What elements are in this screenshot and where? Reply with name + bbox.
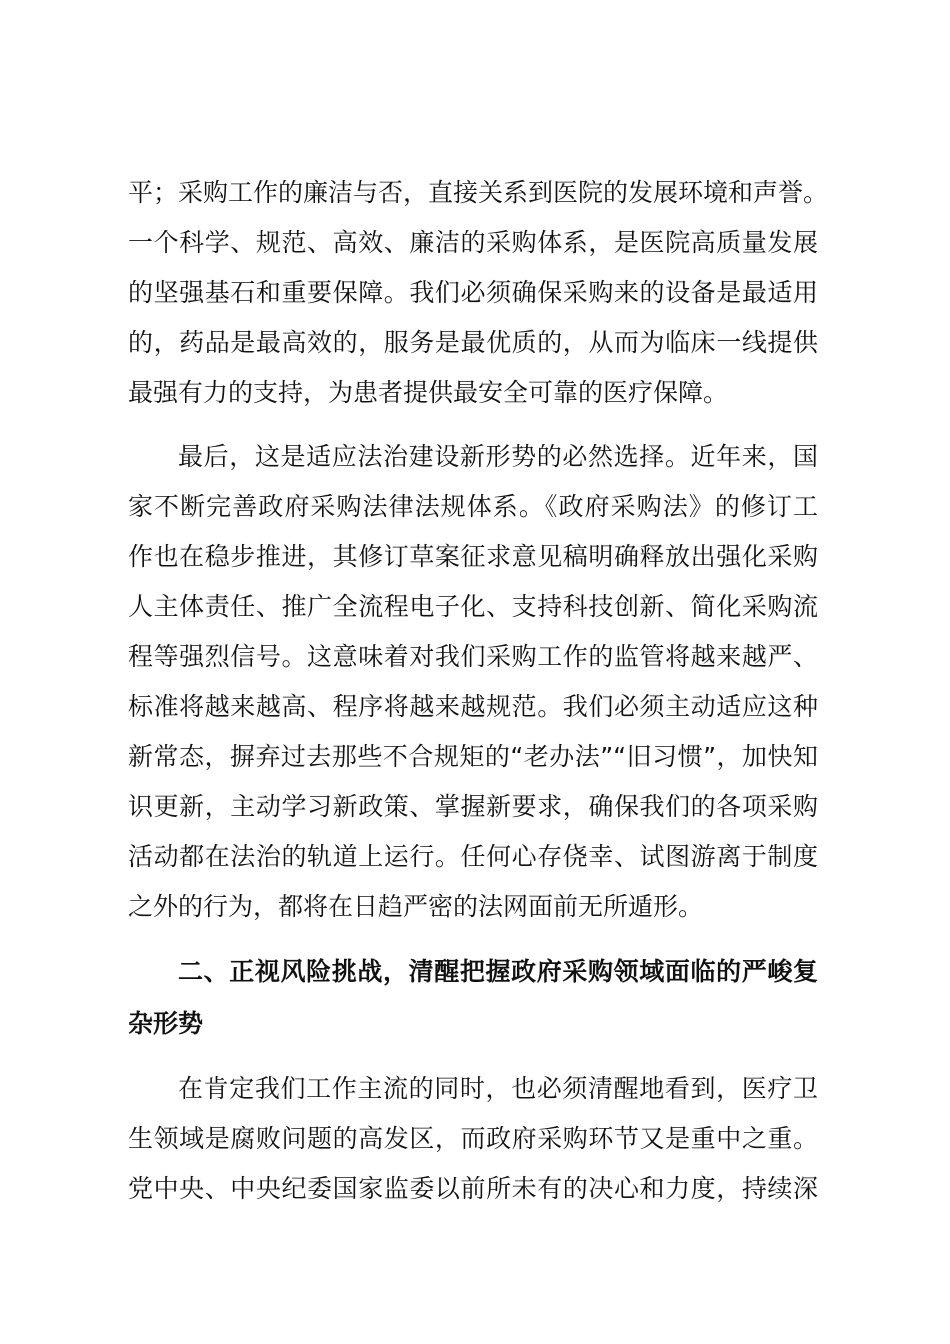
section-heading-2 bbox=[128, 946, 818, 1050]
text-line: 最强有力的支持，为患者提供最安全可靠的医疗保障。 bbox=[128, 378, 729, 407]
document-body bbox=[128, 168, 829, 1214]
text-line: 的，药品是最高效的，服务是最优质的，从而为临床一线提供 bbox=[128, 328, 818, 357]
text-line: 家不断完善政府采购法律法规体系。《政府采购法》的修订工 bbox=[128, 492, 818, 521]
paragraph-risk-challenges bbox=[128, 1064, 818, 1214]
text-line: 人主体责任、推广全流程电子化、支持科技创新、简化采购流 bbox=[128, 592, 818, 621]
heading-line: 二、正视风险挑战，清醒把握政府采购领域面临的严峻复 bbox=[178, 957, 818, 986]
text-line: 标准将越来越高、程序将越来越规范。我们必须主动适应这种 bbox=[128, 692, 818, 721]
text-line: 新常态，摒弃过去那些不合规矩的“老办法”“旧习惯”，加快知 bbox=[128, 742, 818, 771]
text-line: 识更新，主动学习新政策、掌握新要求，确保我们的各项采购 bbox=[128, 792, 818, 821]
text-line: 活动都在法治的轨道上运行。任何心存侥幸、试图游离于制度 bbox=[128, 842, 818, 871]
heading-line: 杂形势 bbox=[128, 1009, 204, 1038]
paragraph-gap bbox=[128, 932, 818, 946]
paragraph-gap bbox=[128, 418, 818, 432]
text-line: 作也在稳步推进，其修订草案征求意见稿明确释放出强化采购 bbox=[128, 542, 818, 571]
paragraph-hospital-procurement bbox=[128, 168, 829, 418]
paragraph-rule-of-law bbox=[128, 432, 818, 932]
text-line: 党中央、中央纪委国家监委以前所未有的决心和力度，持续深 bbox=[128, 1174, 818, 1203]
text-line: 程等强烈信号。这意味着对我们采购工作的监管将越来越严、 bbox=[128, 642, 818, 671]
text-line: 平；采购工作的廉洁与否，直接关系到医院的发展环境和声誉。 bbox=[128, 178, 829, 207]
text-line: 的坚强基石和重要保障。我们必须确保采购来的设备是最适用 bbox=[128, 278, 818, 307]
text-line: 之外的行为，都将在日趋严密的法网面前无所遁形。 bbox=[128, 892, 704, 921]
text-line: 最后，这是适应法治建设新形势的必然选择。近年来，国 bbox=[178, 442, 818, 471]
text-line: 一个科学、规范、高效、廉洁的采购体系，是医院高质量发展 bbox=[128, 228, 818, 257]
text-line: 在肯定我们工作主流的同时，也必须清醒地看到，医疗卫 bbox=[178, 1074, 818, 1103]
text-line: 生领域是腐败问题的高发区，而政府采购环节又是重中之重。 bbox=[128, 1124, 818, 1153]
paragraph-gap bbox=[128, 1050, 818, 1064]
